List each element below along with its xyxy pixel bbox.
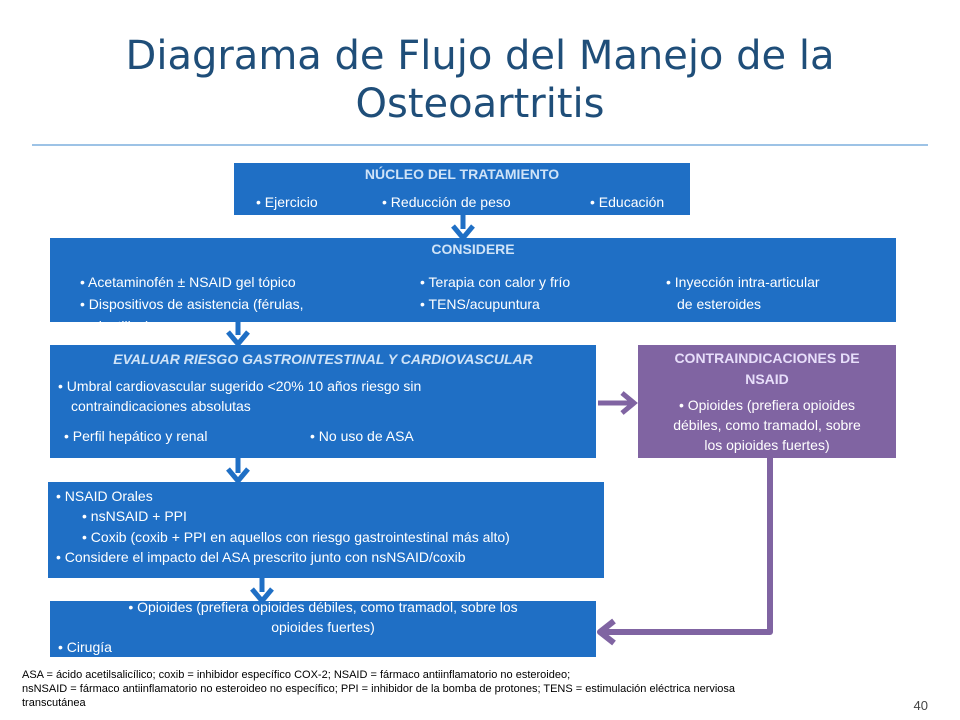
final-opioids: • Opioides (prefiera opioides débiles, como tramadol, sobre los (50, 598, 596, 616)
arrow-evaluate-to-contra (598, 393, 634, 413)
coxib-item: • Coxib (coxib + PPI en aquellos con riesgo gastrointestinal más alto) (82, 528, 510, 546)
nsaid-contraindications-box (638, 345, 896, 458)
evaluate-hepatic-renal: • Perfil hepático y renal (64, 427, 207, 445)
consider-box (50, 238, 896, 334)
core-item-weight-loss: • Reducción de peso (382, 193, 511, 211)
contraindications-opioids-cont1: débiles, como tramadol, sobre (673, 417, 861, 433)
footnote-line1: ASA = ácido acetilsalicílico; coxib = inhibidor específico COX-2; NSAID = fármaco antiinflamatorio no esteroideo; (22, 669, 571, 681)
core-treatment-box (234, 163, 690, 215)
arrow-consider-to-evaluate (228, 322, 248, 344)
consider-assistive-devices-cont: plantillas) (91, 318, 151, 334)
consider-title: CONSIDERE (431, 241, 515, 257)
final-opioids-cont: opioides fuertes) (271, 619, 375, 635)
core-item-education: • Educación (590, 193, 664, 211)
arrow-core-to-consider (453, 214, 473, 238)
contraindications-title-line1: CONTRAINDICACIONES DE (674, 350, 860, 366)
contraindications-opioids-cont2: los opioides fuertes) (704, 437, 830, 453)
oral-nsaid-box (48, 482, 604, 578)
arrow-evaluate-to-nsaid (228, 458, 248, 481)
evaluate-no-asa: • No uso de ASA (310, 427, 414, 445)
consider-acetaminophen: • Acetaminofén ± NSAID gel tópico (80, 273, 296, 291)
asa-impact-item: • Considere el impacto del ASA prescrito junto con nsNSAID/coxib (56, 548, 466, 566)
oral-nsaid-item: • NSAID Orales (56, 487, 153, 505)
nsnsaid-ppi-item: • nsNSAID + PPI (82, 507, 187, 525)
final-surgery: • Cirugía (58, 638, 112, 656)
contraindications-title-line2: NSAID (745, 371, 789, 387)
evaluate-risk-box (50, 345, 596, 458)
consider-heat-cold: • Terapia con calor y frío (420, 273, 570, 291)
footnote-line2: nsNSAID = fármaco antiinflamatorio no esteroideo no específico; PPI = inhibidor de la bomba de protones; TENS = estimulación eléctrica nerviosa (22, 683, 736, 695)
arrow-contra-to-final (600, 458, 770, 643)
page-title: Diagrama de Flujo del Manejo de la Osteoartritis (125, 33, 835, 127)
core-treatment-title: NÚCLEO DEL TRATAMIENTO (364, 166, 560, 182)
evaluate-cv-threshold-cont: contraindicaciones absolutas (71, 398, 251, 414)
page-number: 40 (913, 698, 928, 713)
contraindications-opioids: • Opioides (prefiera opioides (638, 396, 896, 414)
evaluate-cv-threshold: • Umbral cardiovascular sugerido <20% 10 años riesgo sin (58, 377, 421, 395)
consider-injection: • Inyección intra-articular (666, 273, 820, 291)
consider-injection-cont: de esteroides (677, 296, 762, 312)
opioids-surgery-box (50, 601, 596, 657)
footnote-line3: transcutánea (22, 697, 86, 709)
abbreviations-footnote (22, 668, 912, 710)
consider-tens: • TENS/acupuntura (420, 295, 540, 313)
consider-assistive-devices: • Dispositivos de asistencia (férulas, (80, 295, 304, 313)
evaluate-risk-title: EVALUAR RIESGO GASTROINTESTINAL Y CARDIOVASCULAR (113, 351, 533, 367)
core-item-exercise: • Ejercicio (256, 193, 318, 211)
